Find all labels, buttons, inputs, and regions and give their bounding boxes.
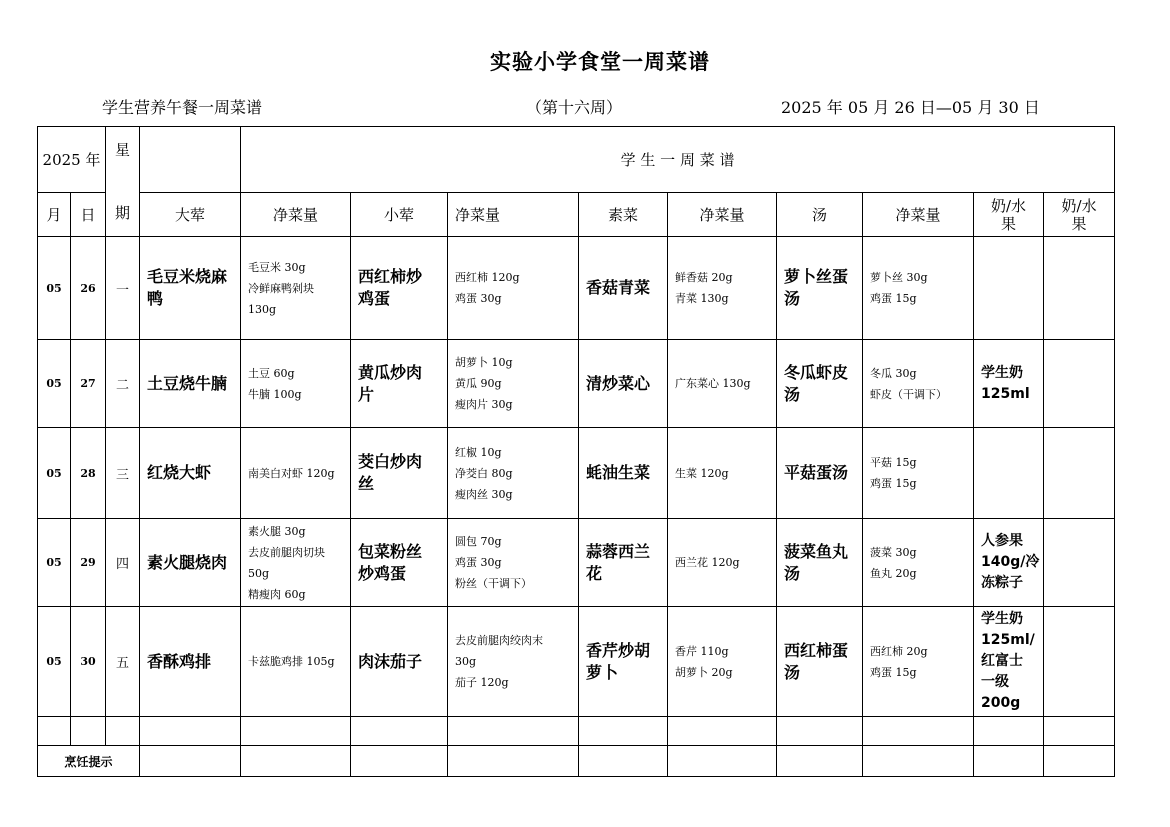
menu-day-row (38, 519, 1115, 607)
side-dish-line: 包菜粉丝 (358, 541, 423, 561)
cooking-tip-cell (777, 746, 863, 777)
vegetable-dish-cell (579, 519, 668, 607)
side-dish-amount-line: 圆包 70g (455, 535, 502, 548)
main-dish-amount-line: 精瘦肉 60g (248, 587, 306, 601)
blank-cell (1044, 717, 1115, 746)
menu-day-row (38, 340, 1115, 428)
blank-cell (106, 717, 140, 746)
day-cell: 27 (71, 340, 106, 428)
cooking-tip-cell (974, 746, 1044, 777)
main-dish-amount-line: 毛豆米 30g (248, 260, 306, 274)
side-dish-amount-cell (448, 237, 579, 340)
main-dish-amount-line: 去皮前腿肉切块 (248, 545, 326, 559)
soup-amount-cell (863, 519, 974, 607)
side-dish-amount-line: 黄瓜 90g (455, 377, 502, 390)
main-dish-amount-cell (241, 428, 351, 519)
main-dish-amount-line: 130g (248, 302, 277, 316)
header-row-1 (38, 127, 1115, 193)
milk-fruit-1-line: 200g (981, 695, 1021, 711)
subtitle-left: 学生营养午餐一周菜谱 (102, 98, 263, 117)
cooking-tip-row (38, 746, 1115, 777)
milk-fruit-1-line: 人参果 (981, 533, 1024, 549)
col-header-milk-fruit-2-label: 奶/水果 (1061, 196, 1097, 233)
vegetable-dish-line: 蒜蓉西兰 (586, 541, 651, 561)
vegetable-amount-cell (668, 607, 777, 717)
main-dish-line: 香酥鸡排 (147, 651, 212, 671)
milk-fruit-1-line: 125ml (981, 385, 1030, 402)
side-dish-line: 片 (358, 384, 375, 404)
soup-cell (777, 237, 863, 340)
weekday-cell: 五 (106, 607, 140, 717)
soup-line: 平菇蛋汤 (784, 463, 849, 482)
soup-line: 冬瓜虾皮 (784, 362, 849, 382)
vegetable-dish-line: 香芹炒胡 (586, 640, 651, 660)
milk-fruit-1-line: 冻粽子 (981, 575, 1024, 591)
weekday-cell: 一 (106, 237, 140, 340)
main-dish-cell (140, 237, 241, 340)
vegetable-amount-line: 青菜 130g (675, 292, 729, 305)
milk-fruit-1-cell (974, 340, 1044, 428)
milk-fruit-1-line: 学生奶 (981, 611, 1024, 627)
soup-line: 汤 (784, 384, 801, 404)
month-cell: 05 (38, 340, 71, 428)
blank-cell (351, 717, 448, 746)
vegetable-amount-line: 广东菜心 130g (675, 377, 751, 390)
date-range: 2025 年 05 月 26 日—05 月 30 日 (781, 98, 1040, 117)
milk-fruit-2-cell (1044, 237, 1115, 340)
side-dish-cell (351, 428, 448, 519)
main-dish-amount-line: 牛腩 100g (248, 387, 302, 401)
cooking-tip-cell (668, 746, 777, 777)
side-dish-cell (351, 519, 448, 607)
month-cell: 05 (38, 428, 71, 519)
day-cell: 30 (71, 607, 106, 717)
main-dish-amount-cell (241, 340, 351, 428)
main-dish-line: 红烧大虾 (147, 463, 212, 482)
main-dish-line: 素火腿烧肉 (147, 552, 228, 572)
side-dish-cell (351, 607, 448, 717)
blank-cell (71, 717, 106, 746)
soup-amount-line: 菠菜 30g (870, 545, 917, 559)
col-header-soup-amount: 净菜量 (863, 193, 974, 237)
col-header-veg-amount: 净菜量 (668, 193, 777, 237)
weekday-header-char-2: 期 (115, 204, 131, 222)
side-dish-line: 丝 (358, 474, 375, 493)
vegetable-amount-cell (668, 340, 777, 428)
main-dish-line: 鸭 (147, 289, 164, 308)
vegetable-amount-cell (668, 237, 777, 340)
vegetable-amount-line: 西兰花 120g (675, 556, 740, 569)
vegetable-amount-line: 胡萝卜 20g (675, 665, 733, 679)
blank-header-cell (140, 127, 241, 193)
side-dish-amount-line: 红椒 10g (455, 445, 502, 459)
vegetable-dish-line: 蚝油生菜 (586, 463, 651, 482)
soup-line: 汤 (784, 563, 801, 583)
soup-cell (777, 519, 863, 607)
soup-amount-cell (863, 340, 974, 428)
side-dish-amount-line: 粉丝（干调下） (455, 577, 533, 590)
vegetable-dish-line: 清炒菜心 (586, 373, 651, 393)
day-cell: 29 (71, 519, 106, 607)
milk-fruit-1-line: 125ml/ (981, 632, 1035, 648)
cooking-tip-cell (863, 746, 974, 777)
weekday-cell: 三 (106, 428, 140, 519)
vegetable-dish-line: 花 (586, 563, 603, 583)
main-dish-amount-line: 卡兹脆鸡排 105g (248, 655, 335, 668)
weekly-menu-table (37, 126, 1115, 777)
main-dish-amount-cell (241, 607, 351, 717)
col-header-milk-fruit-1 (974, 193, 1044, 237)
weekday-cell: 二 (106, 340, 140, 428)
side-dish-amount-line: 净茭白 80g (455, 466, 513, 480)
vegetable-amount-line: 生菜 120g (675, 466, 729, 480)
soup-cell (777, 428, 863, 519)
main-dish-cell (140, 340, 241, 428)
soup-line: 汤 (784, 662, 801, 682)
month-header: 月 (38, 193, 71, 237)
side-dish-amount-cell (448, 607, 579, 717)
milk-fruit-2-cell (1044, 340, 1115, 428)
side-dish-cell (351, 340, 448, 428)
main-dish-cell (140, 607, 241, 717)
cooking-tip-label: 烹饪提示 (38, 746, 140, 777)
side-dish-amount-line: 瘦肉丝 30g (455, 487, 513, 501)
weekday-header (106, 127, 140, 237)
side-dish-amount-cell (448, 340, 579, 428)
milk-fruit-1-cell (974, 519, 1044, 607)
day-header: 日 (71, 193, 106, 237)
main-dish-amount-cell (241, 519, 351, 607)
milk-fruit-2-cell (1044, 428, 1115, 519)
col-header-main: 大荤 (140, 193, 241, 237)
menu-day-row (38, 428, 1115, 519)
blank-cell (38, 717, 71, 746)
col-header-side-amount: 净菜量 (448, 193, 579, 237)
milk-fruit-1-line: 140g/冷 (981, 554, 1040, 570)
vegetable-amount-line: 香芹 110g (675, 644, 729, 658)
col-header-main-amount: 净菜量 (241, 193, 351, 237)
col-header-soup: 汤 (777, 193, 863, 237)
side-dish-amount-line: 西红柿 120g (455, 271, 520, 284)
month-cell: 05 (38, 607, 71, 717)
week-number: （第十六周） (526, 98, 623, 117)
cooking-tip-cell (241, 746, 351, 777)
header-row-2 (38, 193, 1115, 237)
weekday-cell: 四 (106, 519, 140, 607)
side-dish-amount-line: 去皮前腿肉绞肉末 (455, 634, 544, 647)
main-dish-amount-line: 50g (248, 566, 270, 580)
main-dish-cell (140, 428, 241, 519)
milk-fruit-2-cell (1044, 519, 1115, 607)
soup-line: 萝卜丝蛋 (784, 267, 849, 286)
milk-fruit-1-cell (974, 237, 1044, 340)
milk-fruit-1-line: 一级 (981, 674, 1010, 690)
main-dish-amount-line: 素火腿 30g (248, 524, 306, 538)
menu-day-row (38, 237, 1115, 340)
soup-amount-cell (863, 607, 974, 717)
milk-fruit-2-cell (1044, 607, 1115, 717)
side-dish-line: 肉沫茄子 (358, 651, 423, 671)
side-dish-line: 鸡蛋 (358, 289, 391, 308)
blank-cell (140, 717, 241, 746)
main-dish-amount-cell (241, 237, 351, 340)
soup-amount-line: 虾皮（干调下） (870, 387, 948, 401)
cooking-tip-cell (1044, 746, 1115, 777)
side-dish-amount-line: 胡萝卜 10g (455, 356, 513, 369)
weekday-header-char-1: 星 (115, 141, 131, 159)
milk-fruit-1-line: 学生奶 (981, 364, 1024, 381)
cooking-tip-cell (351, 746, 448, 777)
main-dish-amount-line: 南美白对虾 120g (248, 466, 335, 480)
vegetable-dish-line: 萝卜 (586, 662, 619, 682)
milk-fruit-1-cell (974, 607, 1044, 717)
soup-amount-line: 鸡蛋 15g (870, 477, 917, 490)
vegetable-dish-cell (579, 237, 668, 340)
vegetable-dish-cell (579, 607, 668, 717)
month-cell: 05 (38, 237, 71, 340)
vegetable-dish-line: 香菇青菜 (586, 278, 651, 297)
blank-cell (974, 717, 1044, 746)
cooking-tip-cell (140, 746, 241, 777)
soup-amount-cell (863, 237, 974, 340)
col-header-veg: 素菜 (579, 193, 668, 237)
soup-amount-line: 西红柿 20g (870, 644, 928, 658)
side-dish-amount-line: 鸡蛋 30g (455, 292, 502, 305)
main-dish-line: 毛豆米烧麻 (147, 267, 228, 286)
page-title: 实验小学食堂一周菜谱 (490, 49, 710, 74)
soup-line: 汤 (784, 289, 801, 308)
menu-day-row (38, 607, 1115, 717)
cooking-tip-cell (448, 746, 579, 777)
side-dish-line: 黄瓜炒肉 (358, 362, 423, 382)
side-dish-amount-line: 茄子 120g (455, 676, 509, 689)
soup-line: 菠菜鱼丸 (784, 541, 849, 561)
soup-amount-line: 鸡蛋 15g (870, 665, 917, 679)
col-header-milk-fruit-1-label: 奶/水果 (990, 196, 1027, 233)
milk-fruit-1-cell (974, 428, 1044, 519)
day-cell: 28 (71, 428, 106, 519)
side-dish-line: 炒鸡蛋 (358, 563, 407, 583)
side-dish-amount-cell (448, 519, 579, 607)
side-dish-line: 西红柿炒 (358, 267, 423, 286)
milk-fruit-1-line: 红富士 (981, 653, 1024, 669)
soup-amount-line: 平菇 15g (870, 456, 917, 469)
main-dish-line: 土豆烧牛腩 (147, 373, 228, 393)
side-dish-amount-cell (448, 428, 579, 519)
soup-cell (777, 607, 863, 717)
main-dish-cell (140, 519, 241, 607)
vegetable-amount-line: 鲜香菇 20g (675, 271, 733, 284)
blank-cell (863, 717, 974, 746)
month-cell: 05 (38, 519, 71, 607)
blank-cell (579, 717, 668, 746)
main-dish-amount-line: 土豆 60g (248, 366, 295, 380)
blank-cell (241, 717, 351, 746)
blank-cell (448, 717, 579, 746)
blank-row (38, 717, 1115, 746)
vegetable-dish-cell (579, 340, 668, 428)
side-dish-line: 茭白炒肉 (358, 452, 423, 471)
soup-cell (777, 340, 863, 428)
year-header: 2025 年 (38, 127, 106, 193)
side-dish-amount-line: 鸡蛋 30g (455, 556, 502, 569)
day-cell: 26 (71, 237, 106, 340)
vegetable-amount-cell (668, 519, 777, 607)
soup-amount-line: 萝卜丝 30g (870, 271, 928, 284)
vegetable-amount-cell (668, 428, 777, 519)
soup-amount-line: 冬瓜 30g (870, 366, 917, 380)
soup-amount-line: 鱼丸 20g (870, 566, 917, 580)
vegetable-dish-cell (579, 428, 668, 519)
soup-amount-cell (863, 428, 974, 519)
blank-cell (777, 717, 863, 746)
col-header-side: 小荤 (351, 193, 448, 237)
side-dish-cell (351, 237, 448, 340)
blank-cell (668, 717, 777, 746)
cooking-tip-cell (579, 746, 668, 777)
main-dish-amount-line: 冷鲜麻鸭剁块 (248, 281, 315, 295)
soup-line: 西红柿蛋 (784, 640, 849, 660)
side-dish-amount-line: 瘦肉片 30g (455, 398, 513, 411)
side-dish-amount-line: 30g (455, 655, 477, 668)
soup-amount-line: 鸡蛋 15g (870, 292, 917, 305)
menu-banner: 学 生 一 周 菜 谱 (241, 127, 1115, 193)
col-header-milk-fruit-2 (1044, 193, 1115, 237)
